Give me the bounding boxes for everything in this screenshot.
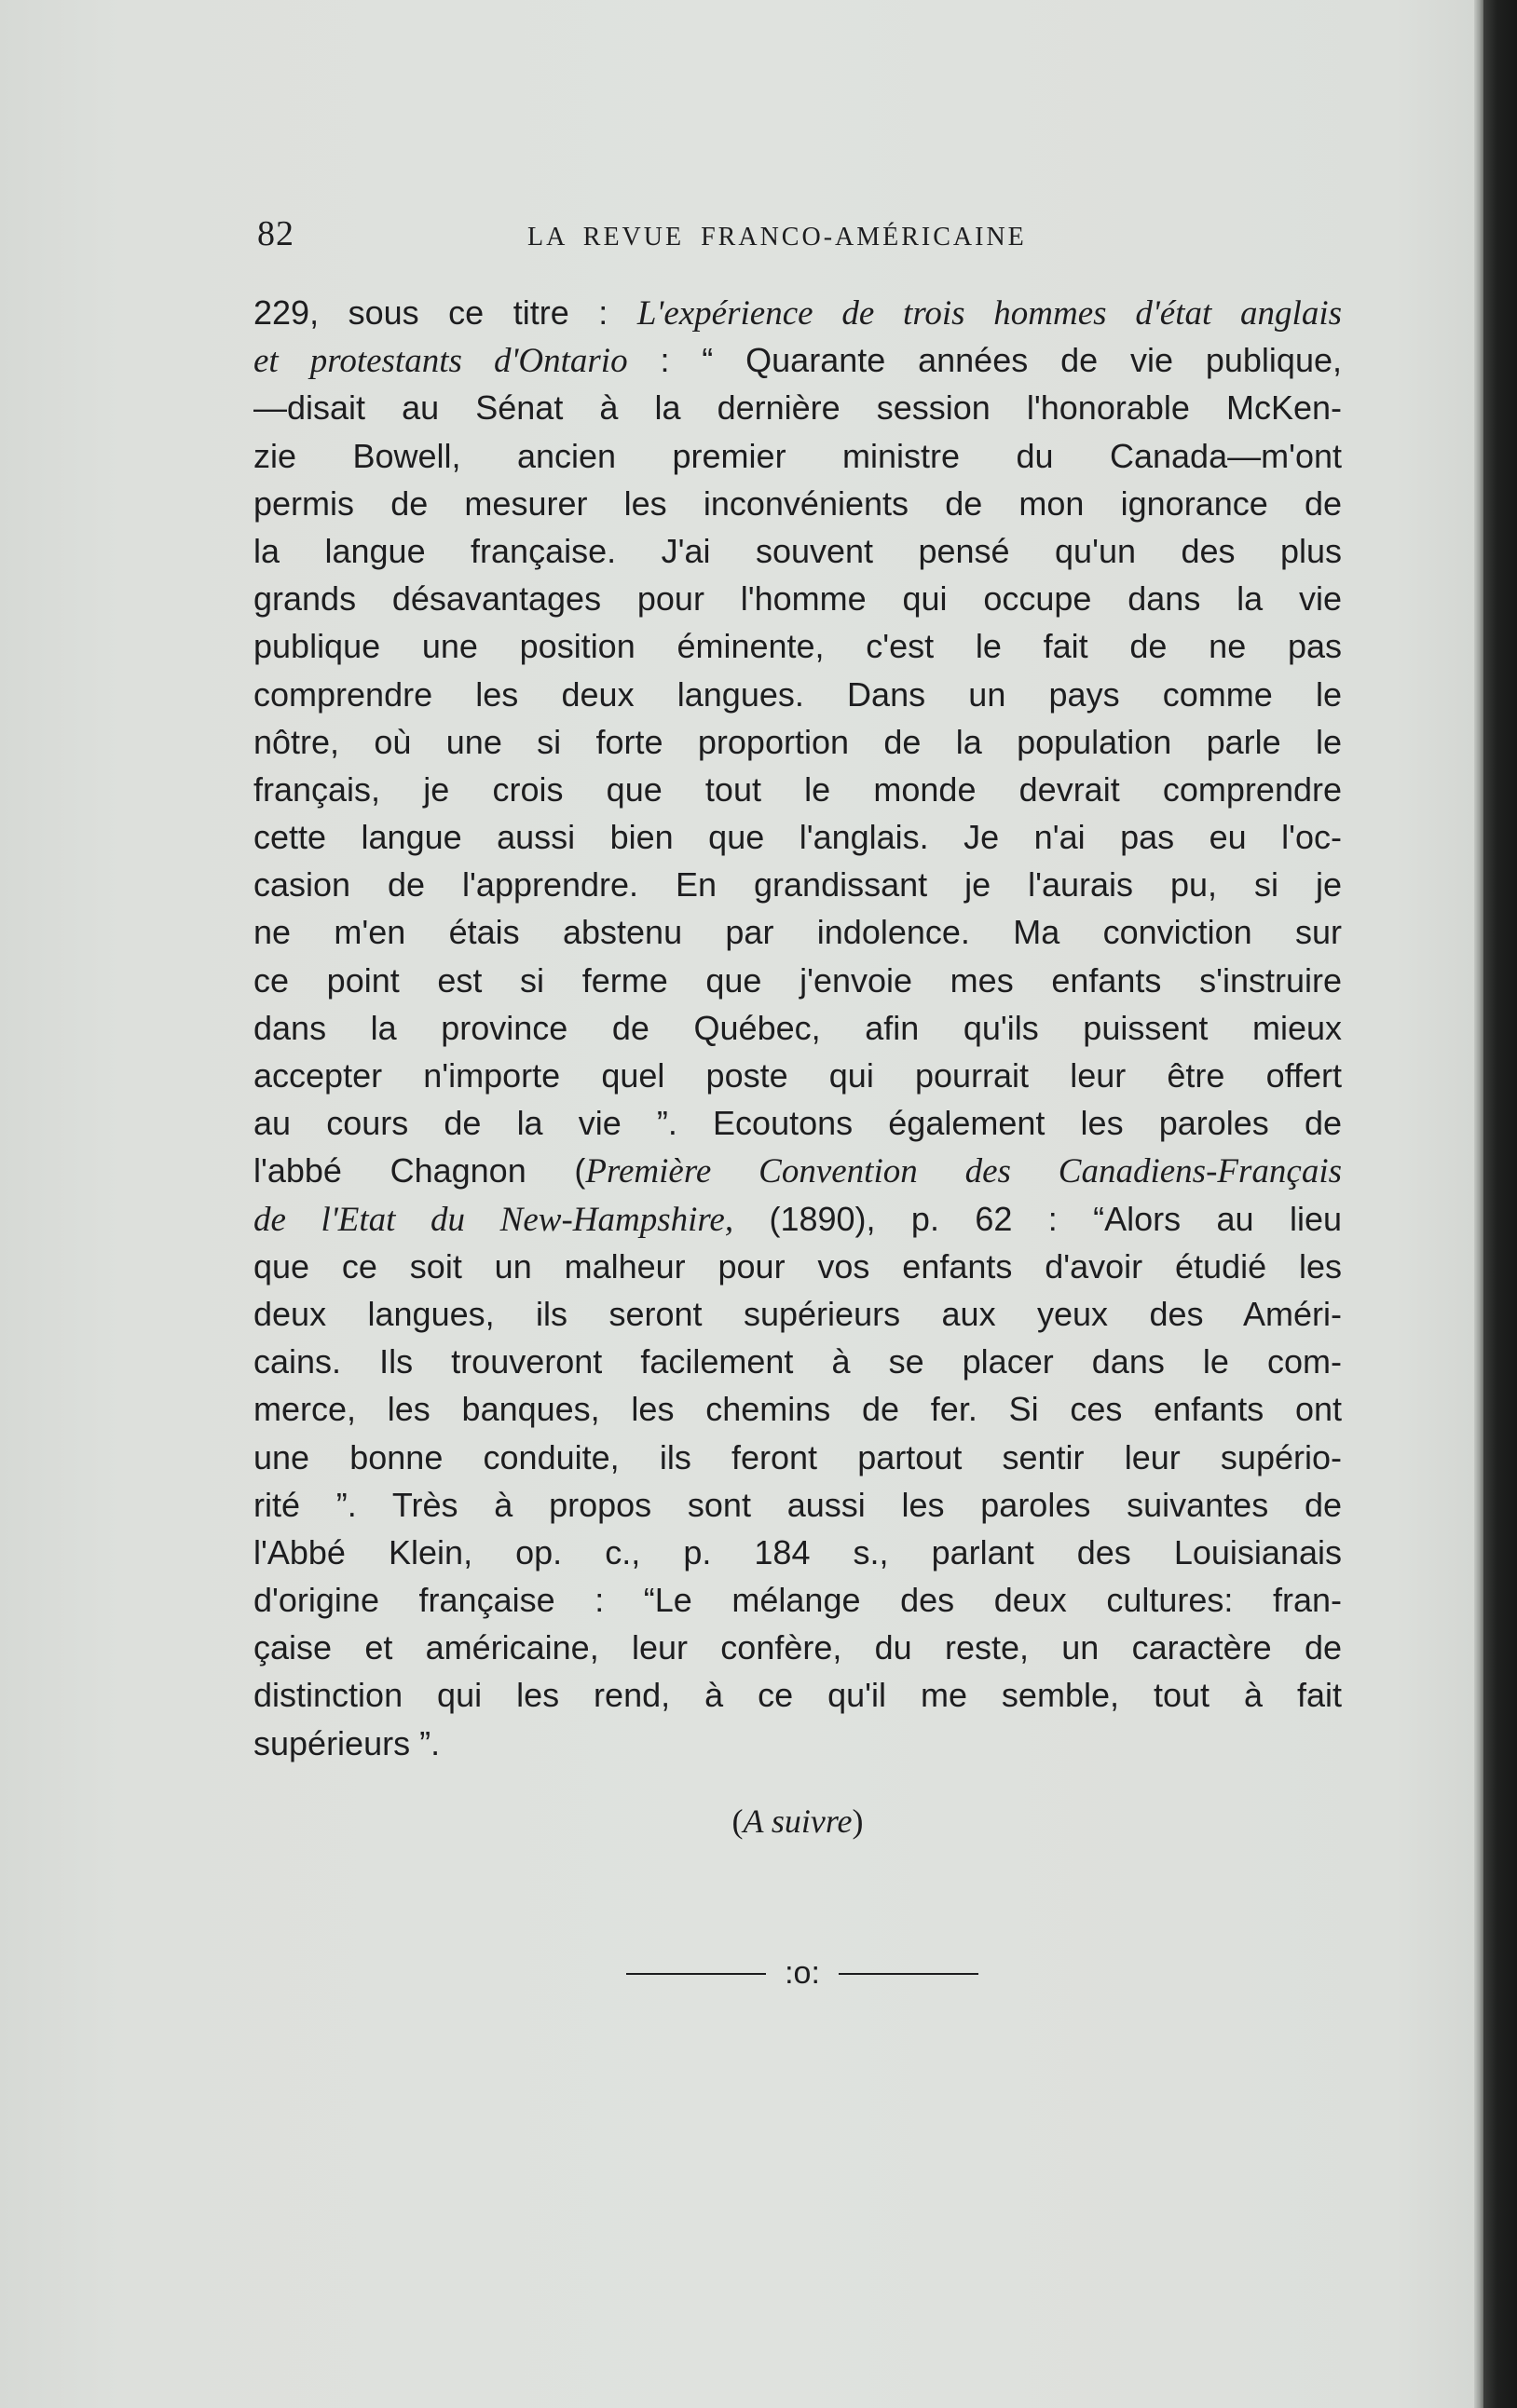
text-line xyxy=(253,1529,1342,1576)
text-line xyxy=(253,1385,1342,1433)
text-line xyxy=(253,1099,1342,1147)
text-segment: la langue française. J'ai souvent pensé qu'un des plus xyxy=(253,531,1342,570)
text-segment: comprendre les deux langues. Dans un pays comme le xyxy=(253,674,1342,714)
section-separator xyxy=(626,1954,980,1992)
text-segment: cette langue aussi bien que l'anglais. Je n'ai pas eu l'oc- xyxy=(253,818,1342,857)
text-line xyxy=(253,336,1342,384)
text-line xyxy=(253,1481,1342,1529)
body-text xyxy=(253,289,1342,1767)
text-segment: une bonne conduite, ils feront partout sentir leur supério- xyxy=(253,1437,1342,1476)
separator-rule-right xyxy=(839,1973,978,1975)
text-line xyxy=(253,1434,1342,1481)
text-line xyxy=(253,575,1342,622)
journal-title: LA REVUE FRANCO-AMÉRICAINE xyxy=(527,223,1027,252)
text-line xyxy=(253,527,1342,575)
text-line xyxy=(253,622,1342,670)
text-line xyxy=(253,432,1342,480)
italic-title: de l'Etat du New-Hampshire, xyxy=(253,1200,734,1239)
text-line xyxy=(253,289,1342,336)
text-segment: d'origine française : “Le mélange des deux cultures: fran- xyxy=(253,1581,1342,1620)
text-line xyxy=(253,1147,1342,1194)
to-be-continued xyxy=(253,1798,1342,1844)
page-number: 82 xyxy=(257,214,294,253)
text-line xyxy=(253,1338,1342,1385)
text-segment: permis de mesurer les inconvénients de mon ignorance de xyxy=(253,483,1342,523)
text-segment: merce, les banques, les chemins de fer. Si ces enfants ont xyxy=(253,1390,1342,1429)
text-line xyxy=(253,718,1342,766)
running-head xyxy=(253,211,1342,257)
text-line xyxy=(253,384,1342,431)
text-line xyxy=(253,1671,1342,1719)
text-segment: accepter n'importe quel poste qui pourrait leur être offert xyxy=(253,1056,1342,1095)
text-line xyxy=(253,766,1342,813)
text-segment: que ce soit un malheur pour vos enfants d'avoir étudié les xyxy=(253,1246,1342,1286)
text-segment: 229, sous ce titre : xyxy=(253,293,637,332)
italic-title: et protestants d'Ontario xyxy=(253,342,628,381)
text-segment: —disait au Sénat à la dernière session l'honorable McKen- xyxy=(253,388,1342,428)
text-segment: grands désavantages pour l'homme qui occupe dans la vie xyxy=(253,579,1342,619)
text-segment: (1890), p. 62 : “Alors au lieu xyxy=(733,1199,1342,1238)
text-segment: publique une position éminente, c'est le fait de ne pas xyxy=(253,627,1342,666)
paren-close: ) xyxy=(852,1803,864,1840)
book-edge xyxy=(1483,0,1517,2408)
text-segment: casion de l'apprendre. En grandissant je l'aurais pu, si je xyxy=(253,865,1342,905)
text-line xyxy=(253,1243,1342,1290)
text-segment: dans la province de Québec, afin qu'ils puissent mieux xyxy=(253,1008,1342,1047)
to-be-continued-text: A suivre xyxy=(743,1803,853,1840)
text-segment: deux langues, ils seront supérieurs aux yeux des Améri- xyxy=(253,1294,1342,1333)
text-line xyxy=(253,1720,1342,1767)
italic-title: Première Convention des Canadiens-Français xyxy=(585,1152,1342,1191)
italic-title: L'expérience de trois hommes d'état anglais xyxy=(636,294,1342,333)
text-line xyxy=(253,1004,1342,1052)
text-line xyxy=(253,1624,1342,1671)
text-segment: çaise et américaine, leur confère, du reste, un caractère de xyxy=(253,1628,1342,1667)
text-line xyxy=(253,1576,1342,1624)
text-line xyxy=(253,480,1342,527)
text-line xyxy=(253,908,1342,956)
text-segment: zie Bowell, ancien premier ministre du Canada—m'ont xyxy=(253,436,1342,475)
text-segment: français, je crois que tout le monde devrait comprendre xyxy=(253,769,1342,809)
text-segment: l'abbé Chagnon ( xyxy=(253,1151,586,1190)
text-line xyxy=(253,957,1342,1004)
text-line xyxy=(253,1052,1342,1099)
text-line xyxy=(253,1195,1342,1243)
text-segment: distinction qui les rend, à ce qu'il me semble, tout à fait xyxy=(253,1676,1342,1715)
text-segment: l'Abbé Klein, op. c., p. 184 s., parlant des Louisianais xyxy=(253,1532,1342,1571)
text-segment: ne m'en étais abstenu par indolence. Ma conviction sur xyxy=(253,913,1342,952)
text-line xyxy=(253,813,1342,861)
text-segment: nôtre, où une si forte proportion de la population parle le xyxy=(253,722,1342,761)
text-line xyxy=(253,1290,1342,1338)
text-segment: rité ”. Très à propos sont aussi les paroles suivantes de xyxy=(253,1485,1342,1524)
text-segment: au cours de la vie ”. Ecoutons également les paroles de xyxy=(253,1104,1342,1143)
paren-open: ( xyxy=(731,1803,744,1840)
page-gutter-shadow xyxy=(1474,0,1483,2408)
separator-mark: :o: xyxy=(785,1955,820,1991)
text-segment: supérieurs ”. xyxy=(253,1723,441,1762)
text-segment: cains. Ils trouveront facilement à se placer dans le com- xyxy=(253,1342,1342,1381)
text-segment: ce point est si ferme que j'envoie mes enfants s'instruire xyxy=(253,960,1342,1000)
text-line xyxy=(253,861,1342,908)
separator-rule-left xyxy=(626,1973,766,1975)
text-line xyxy=(253,671,1342,718)
text-segment: : “ Quarante années de vie publique, xyxy=(627,341,1342,380)
